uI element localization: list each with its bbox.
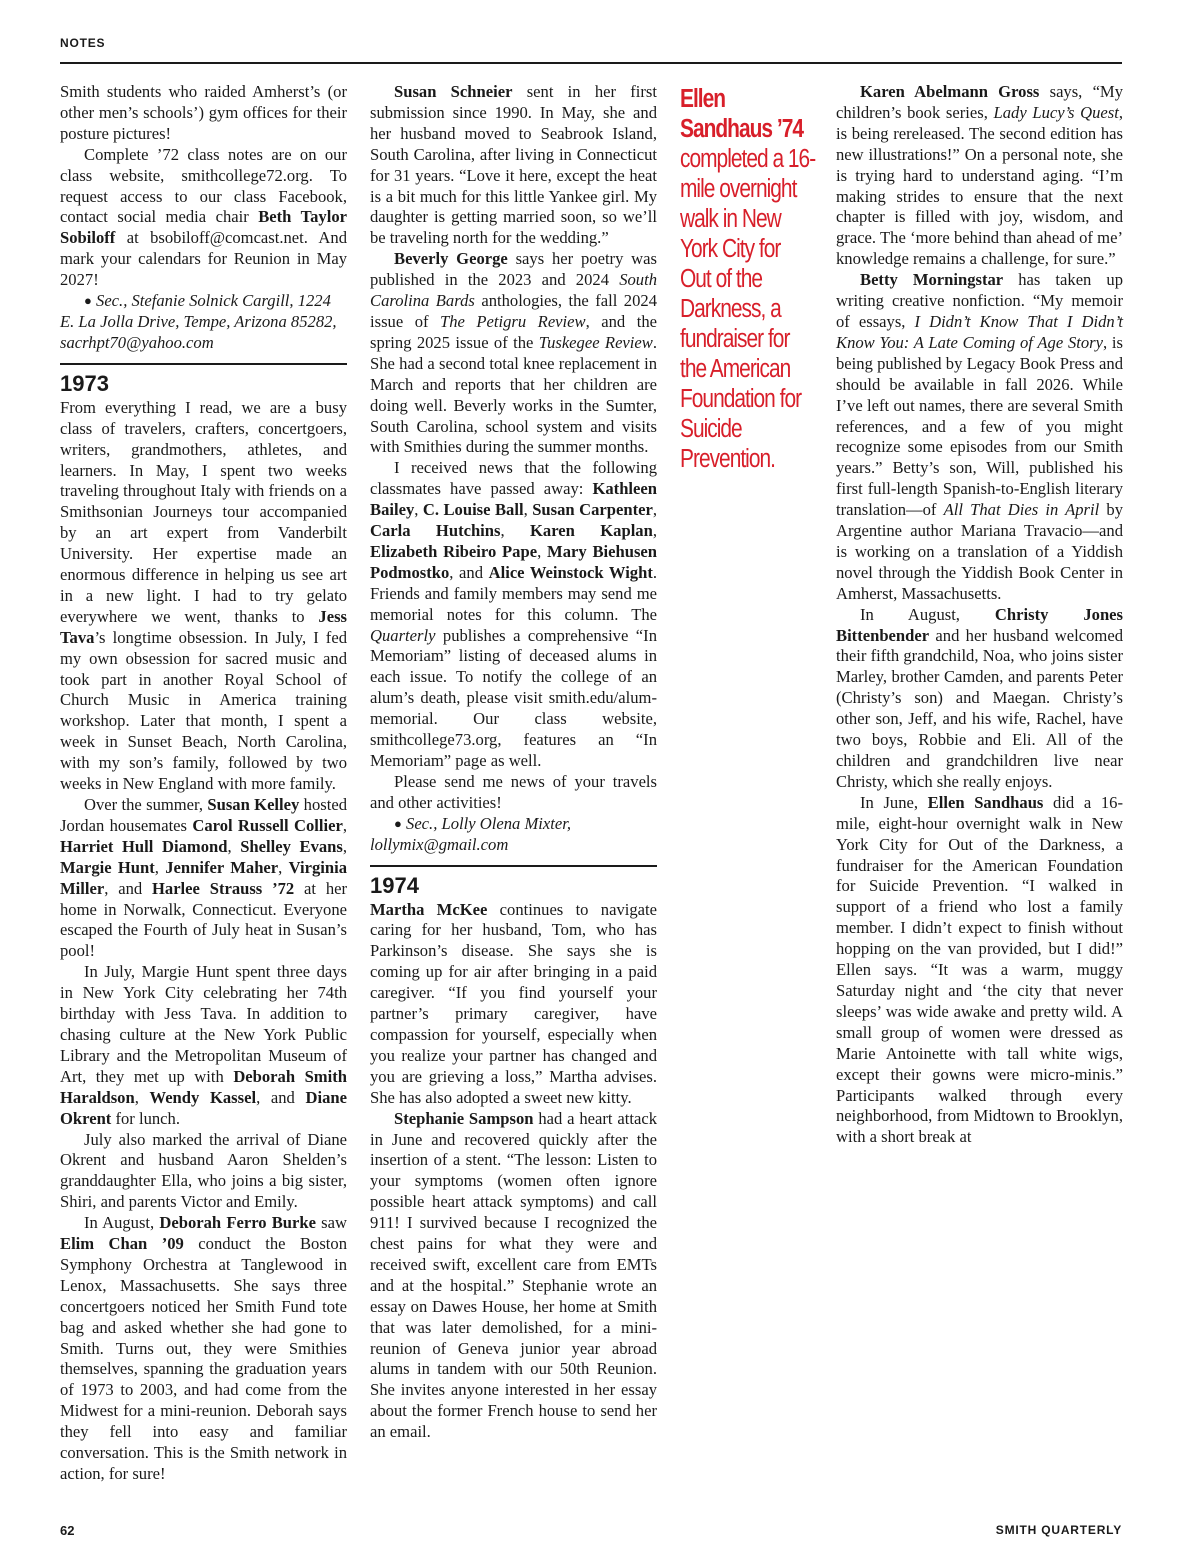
class-1974-paragraph: Karen Abelmann Gross says, “My children’s book series, Lady Lucy’s Quest, is being rereleased. The second edition has new illustrations!” On a personal note, she is trying hard to understand aging. “I’m making strides to ensure that the next chapter is filled with joy, wisdom, and grace. The ‘more behind than ahead of me’ knowledge remains a challenge, for sure.” (836, 82, 1123, 269)
class-1974-paragraph: In June, Ellen Sandhaus did a 16-mile, eight-hour overnight walk in New York City for Out of the Darkness, a fundraiser for the American Foundation for Suicide Prevention. “I walked in support of a friend who lost a family member. I didn’t expect to finish without hopping on the van provided, but I did!” Ellen says. “It was a warm, muggy Saturday night and ‘the city that never sleeps’ was wide awake and pretty wild. A small group of women were dressed as Marie Antoinette with tall white wigs, except their gowns were micro-minis.” Participants walked through every neighborhood, from Midtown to Brooklyn, with a short break at (836, 792, 1123, 1147)
class-secretary: ● Sec., Stefanie Solnick Cargill, 1224 E. La Jolla Drive, Tempe, Arizona 85282, sacrhpt70@yahoo.com (60, 291, 337, 352)
magazine-name: SMITH QUARTERLY (995, 1523, 1122, 1537)
class-year-heading: 1974 (370, 872, 419, 898)
column-1 (60, 82, 347, 1485)
class-1973-paragraph: In July, Margie Hunt spent three days in New York City celebrating her 74th birthday with Jess Tava. In addition to chasing culture at the New York Public Library and the Metropolitan Museum of Art, they met up with Deborah Smith Haraldson, Wendy Kassel, and Diane Okrent for lunch. (60, 962, 347, 1128)
section-rule (370, 865, 657, 867)
class-1974-paragraph: Betty Morningstar has taken up writing creative nonfiction. “My memoir of essays, I Didn’t Know That I Didn’t Know You: A Late Coming of Age Story, is being published by Legacy Book Press and should be available in fall 2026. While I’ve left out names, there are several Smith references, and a few of you might recognize some episodes from our Smith years.” Betty’s son, Will, published his first full-length Spanish-to-English literary translation—of All That Dies in April by Argentine author Mariana Travacio—and is working on a translation of a Yiddish novel through the Yiddish Book Center in Amherst, Massachusetts. (836, 270, 1124, 603)
pull-quote (680, 84, 815, 474)
column-2 (370, 82, 657, 1443)
person-name: Beth Taylor Sobiloff (60, 207, 347, 248)
class-1972-paragraph: Smith students who raided Amherst’s (or other men’s schools’) gym offices for their posture pictures! (60, 82, 347, 143)
class-1974-paragraph: In August, Christy Jones Bittenbender and her husband welcomed their fifth grandchild, Noa, who joins sister Marley, brother Camden, and parents Peter (Christy’s son) and Maegan. Christy’s other son, Jeff, and his wife, Rachel, have two boys, Robbie and Eli. All of the children and grandchildren live near Christy, which she really enjoys. (836, 604, 1123, 791)
class-1973-paragraph: I received news that the following classmates have passed away: Kathleen Bailey, C. Louise Ball, Susan Carpenter, Carla Hutchins, Karen Kaplan, Elizabeth Ribeiro Pape, Mary Biehusen Podmostko, and Alice Weinstock Wight. Friends and family members may send me memorial notes for this column. The Quarterly publishes a comprehensive “In Memoriam” listing of deceased alums in each issue. To notify the college of an alum’s death, please visit smith.edu/alum-memorial. Our class website, smithcollege73.org, features an “In Memoriam” page as well. (370, 458, 658, 770)
header-rule (60, 62, 1122, 64)
class-secretary: ● Sec., Lolly Olena Mixter, lollymix@gmail.com (370, 813, 571, 854)
pull-quote-text: completed a 16-mile overnight walk in New York City for Out of the Darkness, a fundraiser for the American Foundation for Suicide Prevention. (680, 145, 816, 473)
class-1973-paragraph: Over the summer, Susan Kelley hosted Jordan housemates Carol Russell Collier, Harriet Hull Diamond, Shelley Evans, Margie Hunt, Jennifer Maher, Virginia Miller, and Harlee Strauss ’72 at her home in Norwalk, Connecticut. Everyone escaped the Fourth of July heat in Susan’s pool! (60, 795, 348, 961)
pull-quote-name: Ellen Sandhaus ’74 (680, 85, 803, 143)
bullet-icon: ● (84, 293, 92, 309)
class-1973-paragraph: Beverly George says her poetry was published in the 2023 and 2024 South Carolina Bards anthologies, the fall 2024 issue of The Petigru Review, and the spring 2025 issue of the Tuskegee Review. She had a second total knee replacement in March and reports that her children are doing well. Beverly works in the Sumter, South Carolina, school system and visits with Smithies during the summer months. (370, 249, 657, 457)
column-4 (836, 82, 1123, 1148)
bullet-icon: ● (394, 815, 402, 831)
class-1973-paragraph: July also marked the arrival of Diane Okrent and husband Aaron Shelden’s granddaughter Ella, who joins a big sister, Shiri, and parents Victor and Emily. (60, 1129, 347, 1212)
class-1973-paragraph: Susan Schneier sent in her first submission since 1990. In May, she and her husband moved to Seabrook Island, South Carolina, after living in Connecticut for 31 years. “Love it here, except the heat is a bit much for this little Yankee girl. My daughter is getting married soon, so we’ll be traveling north for the wedding.” (370, 82, 657, 248)
class-1974-paragraph: Martha McKee continues to navigate caring for her husband, Tom, who has Parkinson’s disease. She says she is coming up for air after bringing in a paid caregiver. “If you find yourself your partner’s primary caregiver, have compassion for yourself, especially when you realize your partner has changed and you are grieving a loss,” Martha advises. She has also adopted a sweet new kitty. (370, 899, 657, 1107)
class-1974-paragraph: Stephanie Sampson had a heart attack in June and recovered quickly after the insertion of a stent. “The lesson: Listen to your symptoms (women often ignore possible heart attack symptoms) and call 911! I survived because I recognized the chest pains for what they were and received swift, excellent care from EMTs and at the hospital.” Stephanie wrote an essay on Dawes House, her home at Smith that was later demolished, for a mini-reunion of Geneva junior year abroad alums in tandem with our 50th Reunion. She invites anyone interested in her essay about the former French house to send her an email. (370, 1108, 657, 1442)
page-number: 62 (60, 1523, 75, 1538)
class-1973-paragraph: From everything I read, we are a busy class of travelers, crafters, concertgoers, writers, grandmothers, athletes, and learners. In May, I spent two weeks traveling throughout Italy with friends on a Smithsonian Journeys tour accompanied by an art expert from Vanderbilt University. Her expertise made an enormous difference in helping us see art in a new light. I had to try gelato everywhere we went, thanks to Jess Tava’s longtime obsession. In July, I fed my own obsession for sacred music and took part in another Royal School of Church Music in America training workshop. Later that month, I spent a week in Sunset Beach, North Carolina, with my son’s family, followed by two weeks in New England with more family. (60, 397, 347, 794)
class-1972-paragraph: Complete ’72 class notes are on our class website, smithcollege72.org. To request access to our class Facebook, contact social media chair Beth Taylor Sobiloff at bsobiloff@comcast.net. And mark your calendars for Reunion in May 2027! (60, 144, 347, 290)
section-rule (60, 363, 347, 365)
class-1973-paragraph: In August, Deborah Ferro Burke saw Elim Chan ’09 conduct the Boston Symphony Orchestra at Tanglewood in Lenox, Massachusetts. She says three concertgoers noticed her Smith Fund tote bag and asked whether she had gone to Smith. Turns out, they were Smithies themselves, spanning the graduation years of 1973 to 2003, and had come from the Midwest for a mini-reunion. Deborah says they fell into easy and familiar conversation. This is the Smith network in action, for sure! (60, 1213, 348, 1483)
class-year-heading: 1973 (60, 370, 109, 396)
section-label: NOTES (60, 36, 106, 50)
class-1973-paragraph: Please send me news of your travels and other activities! (370, 771, 657, 812)
